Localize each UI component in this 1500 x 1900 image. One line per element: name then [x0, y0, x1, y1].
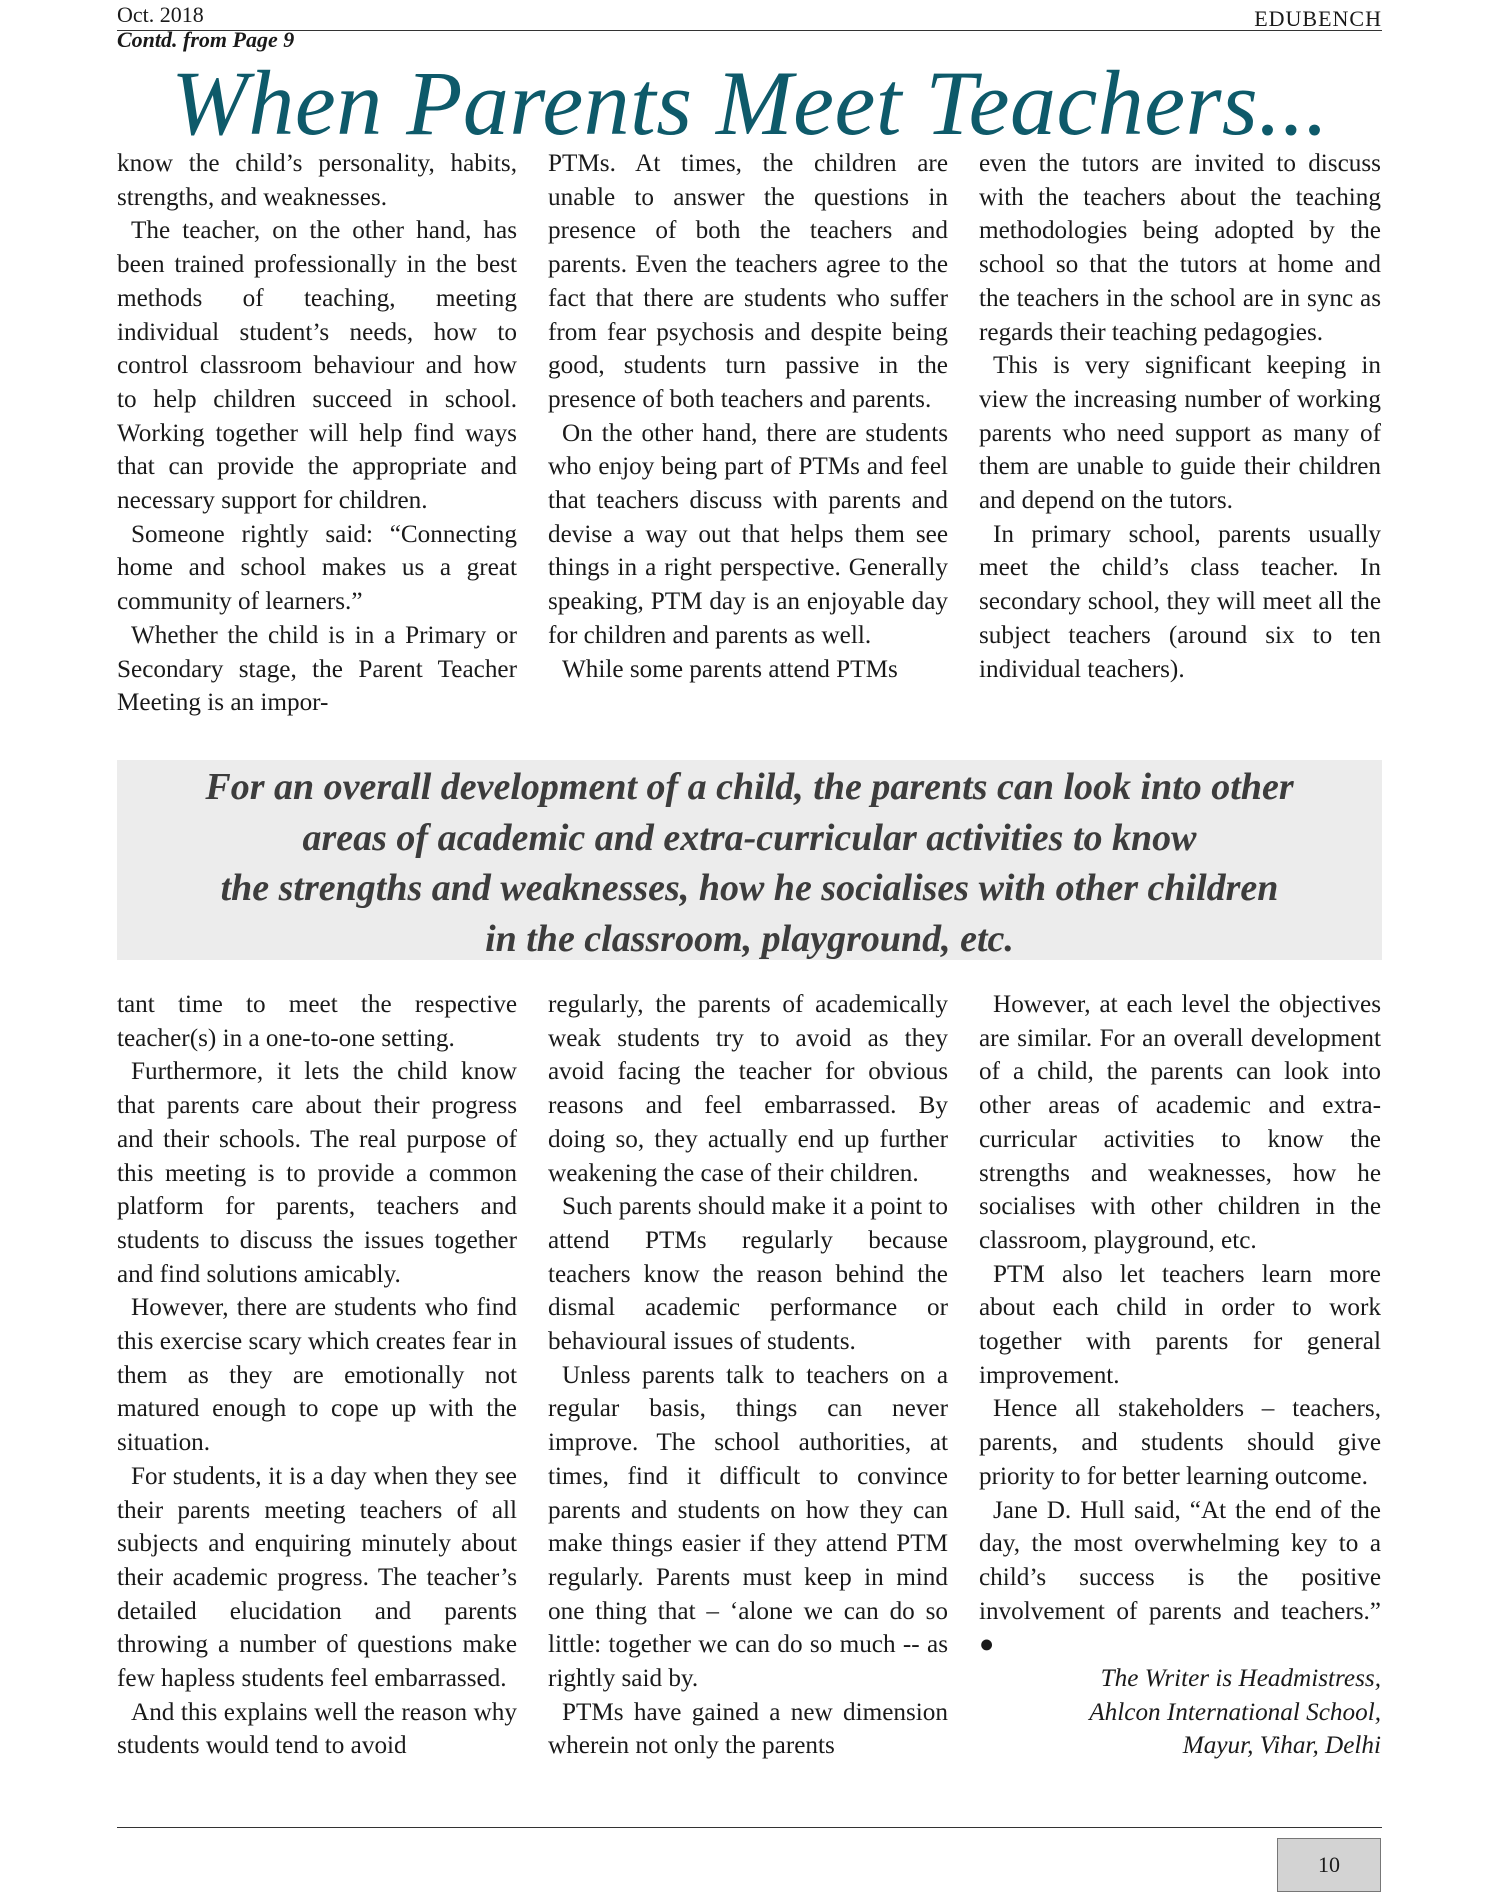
paragraph: Unless parents talk to teachers on a regular basis, things can never improve. The school authorities, at times, find it difficult to convince parents and students on how they can make things easier if they attend PTM regularly. Parents must keep in mind one thing that – ‘alone we can do so little: together we can do so much -- as rightly said by. [548, 1361, 948, 1693]
article-title: When Parents Meet Teachers... [171, 52, 1329, 154]
paragraph: Hence all stakeholders – teachers, parents, and students should give priority to for better learning outcome. [979, 1395, 1381, 1490]
paragraph: know the child’s personality, habits, strengths, and weaknesses. [117, 150, 517, 211]
bottom-column-3 [979, 988, 1381, 1830]
paragraph: even the tutors are invited to discuss with the teachers about the teaching methodologies being adopted by the school so that the tutors at home and the teachers in the school are in sync as regards their teaching pedagogies. [979, 150, 1381, 346]
footer-rule [117, 1827, 1382, 1828]
bottom-column-2 [548, 988, 948, 1830]
pull-quote-line: in the classroom, playground, etc. [485, 917, 1014, 960]
paragraph: However, there are students who find this exercise scary which creates fear in them as they are emotionally not matured enough to cope up with the situation. [117, 1294, 517, 1457]
top-column-1 [117, 147, 517, 749]
paragraph: Such parents should make it a point to attend PTMs regularly because teachers know the reason behind the dismal academic performance or behavioural issues of students. [548, 1193, 948, 1356]
paragraph: regularly, the parents of academically weak students try to avoid as they avoid facing the teacher for obvious reasons and feel embarrassed. By doing so, they actually end up further weakening the case of their children. [548, 991, 948, 1187]
author-signature-line: Ahlcon International School, [1089, 1698, 1381, 1726]
issue-date: Oct. 2018 [117, 2, 204, 27]
paragraph: This is very significant keeping in view the increasing number of working parents who need support as many of them are unable to guide their children and depend on the tutors. [979, 352, 1381, 515]
paragraph: For students, it is a day when they see their parents meeting teachers of all subjects and enquiring minutely about their academic progress. The teacher’s detailed elucidation and parents throwing a number of questions make few hapless students feel embarrassed. [117, 1462, 517, 1693]
paragraph: While some parents attend PTMs [562, 655, 898, 683]
pull-quote [117, 762, 1382, 964]
paragraph: Jane D. Hull said, “At the end of the day, the most overwhelming key to a child’s success is the positive involvement of parents and teachers.” ● [979, 1496, 1381, 1659]
paragraph: However, at each level the objectives are similar. For an overall development of a child, the parents can look into other areas of academic and extra-curricular activities to know the strengths and weaknesses, how he socialises with other children in the classroom, playground, etc. [979, 991, 1381, 1254]
pull-quote-line: areas of academic and extra-curricular activities to know [302, 816, 1197, 859]
paragraph: And this explains well the reason why students would tend to avoid [117, 1698, 517, 1760]
top-column-3 [979, 147, 1381, 749]
paragraph: Someone rightly said: “Connecting home and school makes us a great community of learners.” [117, 520, 517, 616]
bottom-column-1 [117, 988, 517, 1830]
header-rule [117, 30, 1382, 31]
pull-quote-line: the strengths and weaknesses, how he socialises with other children [220, 867, 1279, 909]
paragraph: Furthermore, it lets the child know that parents care about their progress and their schools. The real purpose of this meeting is to provide a common platform for parents, teachers and students to discuss the issues together and find solutions amicably. [117, 1058, 517, 1288]
page-number: 10 [1277, 1838, 1381, 1892]
paragraph: PTMs have gained a new dimension wherein not only the parents [548, 1698, 948, 1760]
continued-note: Contd. from Page 9 [117, 27, 295, 52]
paragraph: On the other hand, there are students who enjoy being part of PTMs and feel that teachers discuss with parents and devise a way out that helps them see things in a right perspective. Generally speaking, PTM day is an enjoyable day for children and parents as well. [548, 419, 948, 649]
paragraph: tant time to meet the respective teacher(s) in a one-to-one setting. [117, 991, 517, 1052]
author-signature-line: The Writer is Headmistress, [1100, 1665, 1381, 1693]
publication-name: EDUBENCH [1254, 6, 1382, 31]
paragraph: In primary school, parents usually meet the child’s class teacher. In secondary school, they will meet all the subject teachers (around six to ten individual teachers). [979, 520, 1381, 683]
paragraph: PTMs. At times, the children are unable to answer the questions in presence of both the teachers and parents. Even the teachers agree to the fact that there are students who suffer from fear psychosis and despite being good, students turn passive in the presence of both teachers and parents. [548, 150, 948, 413]
top-column-2 [548, 147, 948, 749]
paragraph: PTM also let teachers learn more about each child in order to work together with parents for general improvement. [979, 1260, 1381, 1389]
paragraph: Whether the child is in a Primary or Secondary stage, the Parent Teacher Meeting is an impor- [117, 621, 517, 717]
author-signature-line: Mayur, Vihar, Delhi [1182, 1732, 1381, 1760]
paragraph: The teacher, on the other hand, has been trained professionally in the best methods of teaching, meeting individual student’s needs, how to control classroom behaviour and how to help children succeed in school. Working together will help find ways that can provide the appropriate and necessary support for children. [117, 217, 517, 515]
pull-quote-line: For an overall development of a child, the parents can look into other [205, 766, 1294, 808]
